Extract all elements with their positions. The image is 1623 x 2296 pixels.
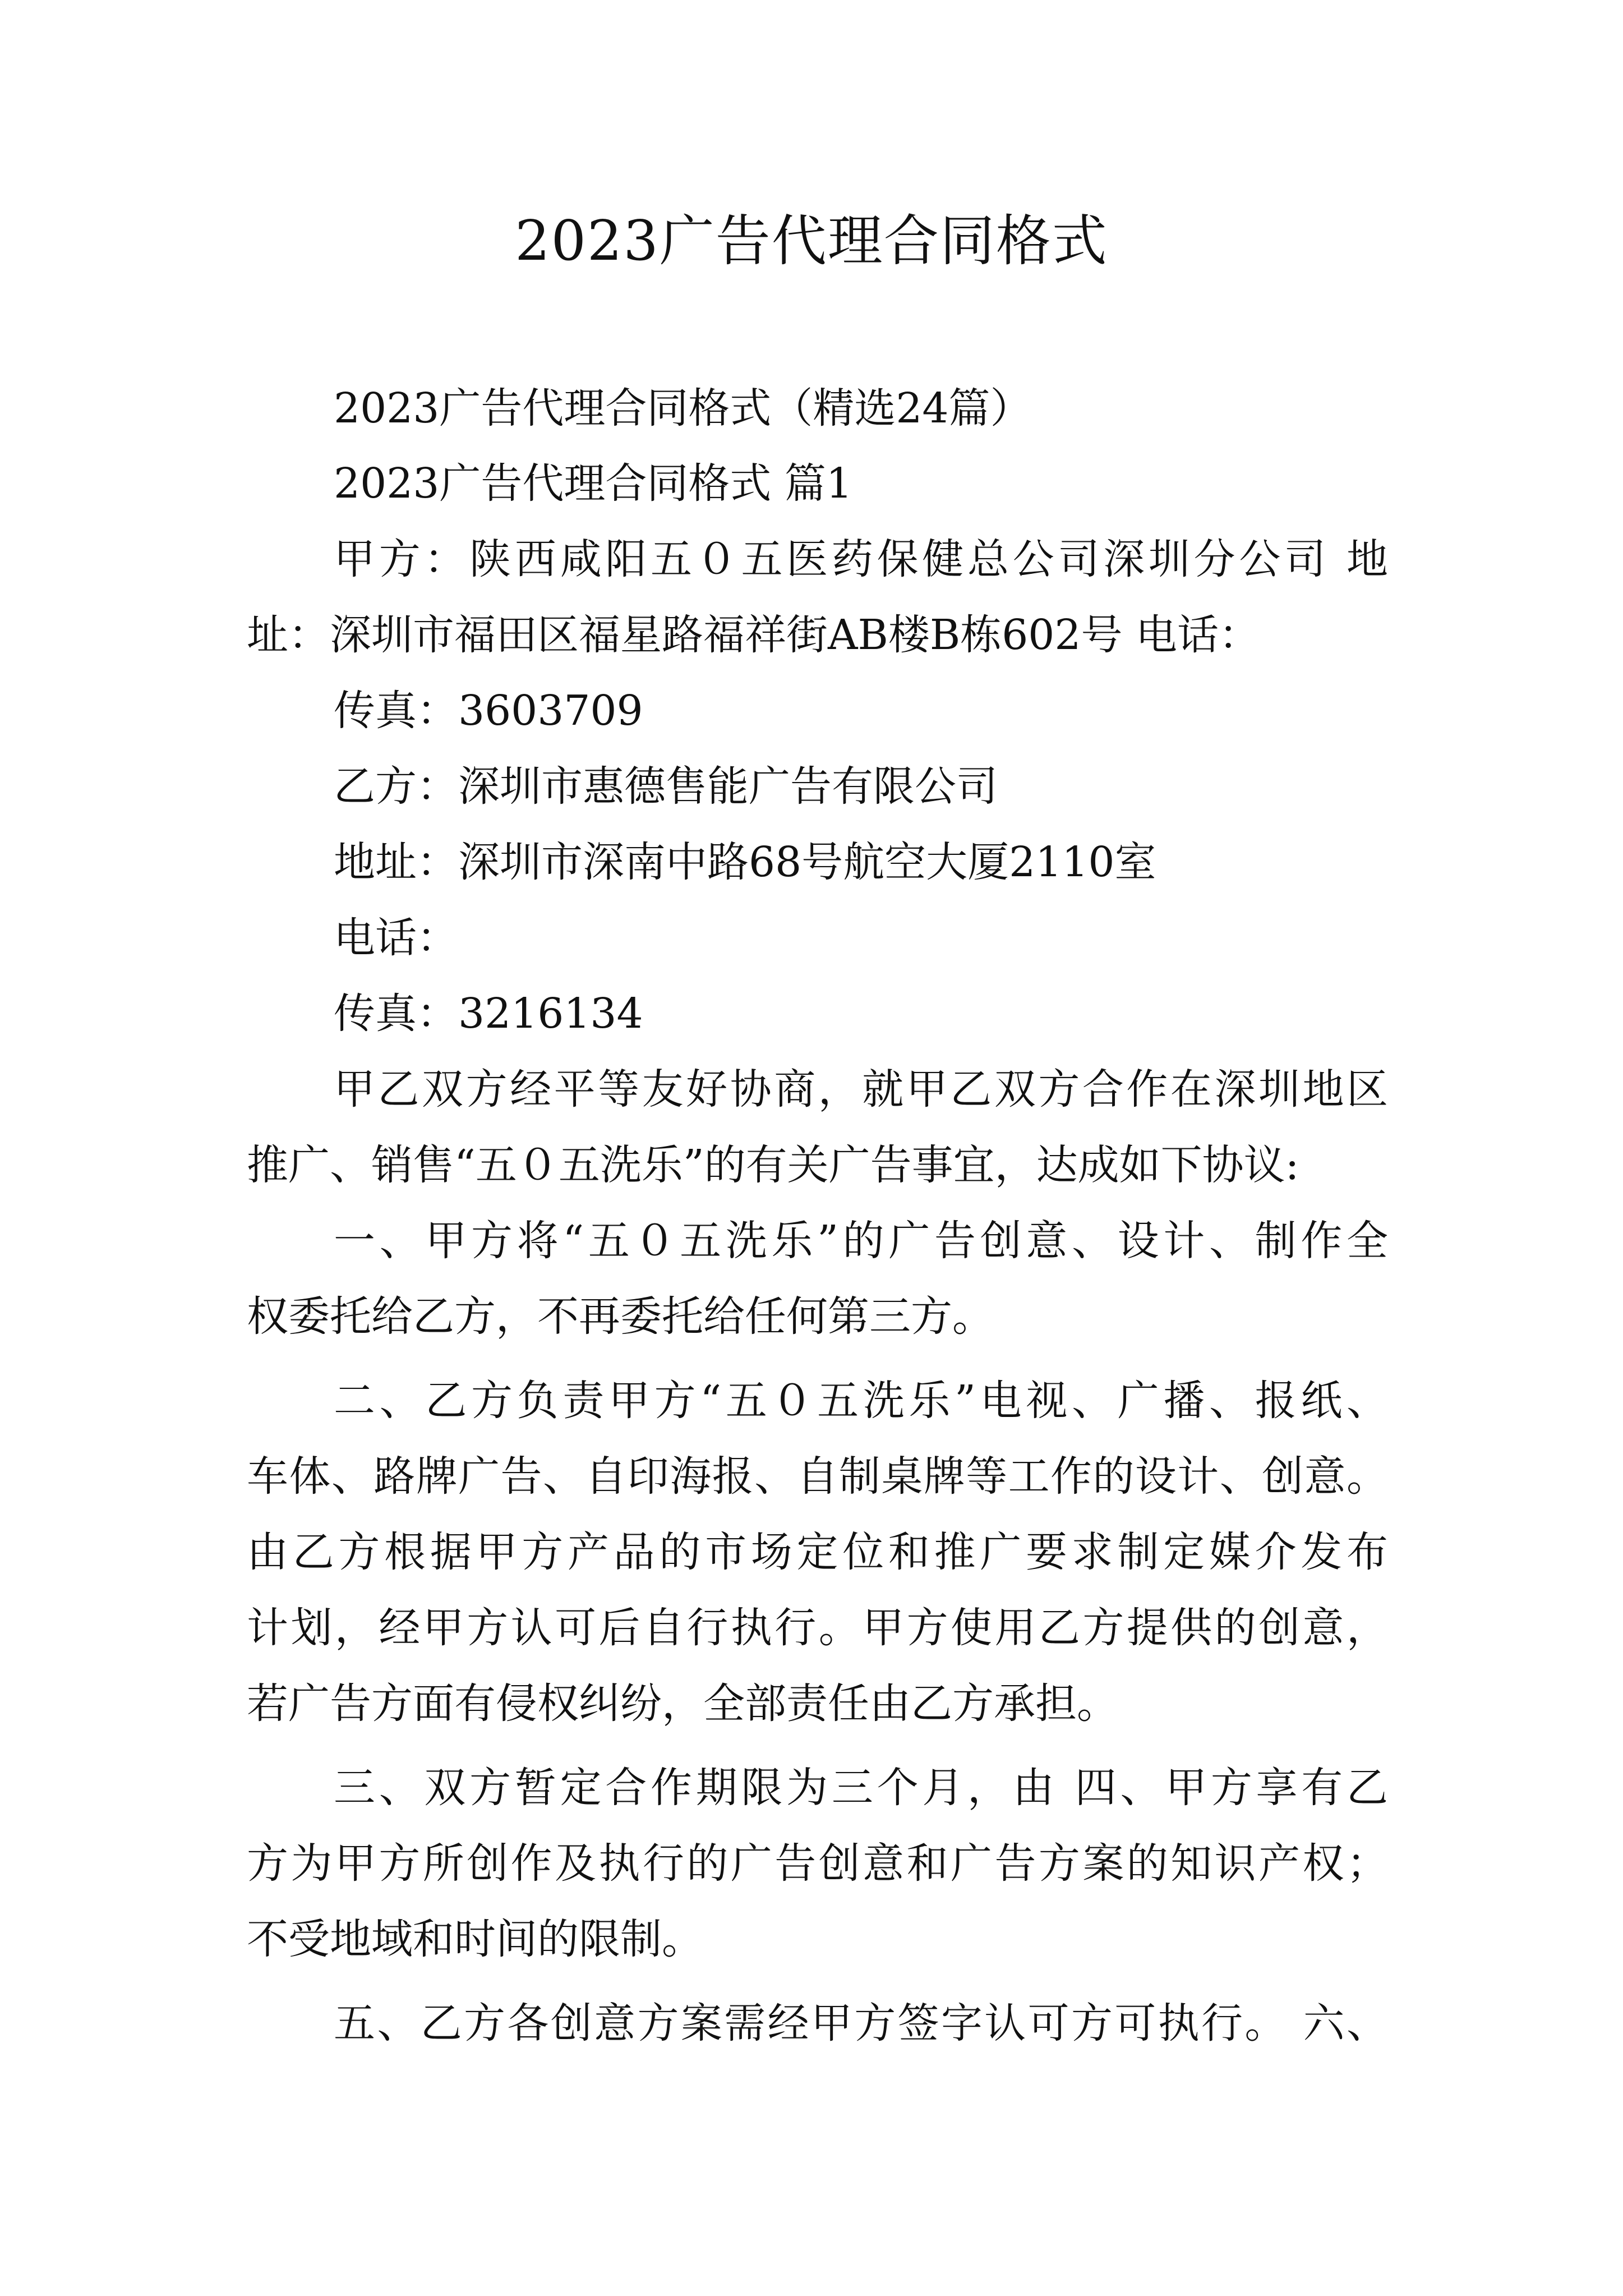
clause-2-line-2: 车体、路牌广告、自印海报、自制桌牌等工作的设计、创意。 — [247, 1452, 1388, 1501]
party-a-name-line: 甲方：陕西咸阳五０五医药保健总公司深圳分公司 地 — [334, 535, 1388, 583]
clause-2-line-3: 由乙方根据甲方产品的市场定位和推广要求制定媒介发布 — [247, 1528, 1388, 1576]
subtitle-part-1: 2023广告代理合同格式 篇1 — [334, 459, 852, 508]
clause-2-line-1: 二、乙方负责甲方“五０五洗乐”电视、广播、报纸、 — [334, 1377, 1388, 1425]
subtitle-collection: 2023广告代理合同格式（精选24篇） — [334, 384, 1032, 432]
party-b-fax: 传真：3216134 — [334, 990, 643, 1038]
party-b-name: 乙方：深圳市惠德售能广告有限公司 — [334, 762, 998, 811]
clause-3-4-line-2: 方为甲方所创作及执行的广告创意和广告方案的知识产权； — [247, 1839, 1388, 1888]
preamble-line-1: 甲乙双方经平等友好协商，就甲乙双方合作在深圳地区 — [334, 1065, 1388, 1114]
preamble-line-2: 推广、销售“五０五洗乐”的有关广告事宜，达成如下协议: — [247, 1141, 1299, 1189]
party-b-phone: 电话： — [334, 914, 458, 962]
party-a-fax: 传真：3603709 — [334, 687, 643, 735]
clause-3-4-line-3: 不受地域和时间的限制。 — [247, 1915, 703, 1963]
clause-2-line-5: 若广告方面有侵权纠纷，全部责任由乙方承担。 — [247, 1680, 1118, 1728]
clause-2-line-4: 计划，经甲方认可后自行执行。甲方使用乙方提供的创意， — [247, 1604, 1388, 1652]
party-a-address-line: 址：深圳市福田区福星路福祥街AB楼B栋602号 电话： — [247, 611, 1260, 659]
clause-1-line-2: 权委托给乙方，不再委托给任何第三方。 — [247, 1292, 994, 1341]
party-b-address: 地址：深圳市深南中路68号航空大厦2110室 — [334, 838, 1156, 886]
clause-5-6-line-1: 五、乙方各创意方案需经甲方签字认可方可执行。 六、 — [334, 1999, 1388, 2047]
document-title: 2023广告代理合同格式 — [515, 209, 1108, 273]
clause-3-4-line-1: 三、双方暂定合作期限为三个月，由 四、甲方享有乙 — [334, 1764, 1388, 1812]
clause-1-line-1: 一、甲方将“五０五洗乐”的广告创意、设计、制作全 — [334, 1217, 1388, 1265]
